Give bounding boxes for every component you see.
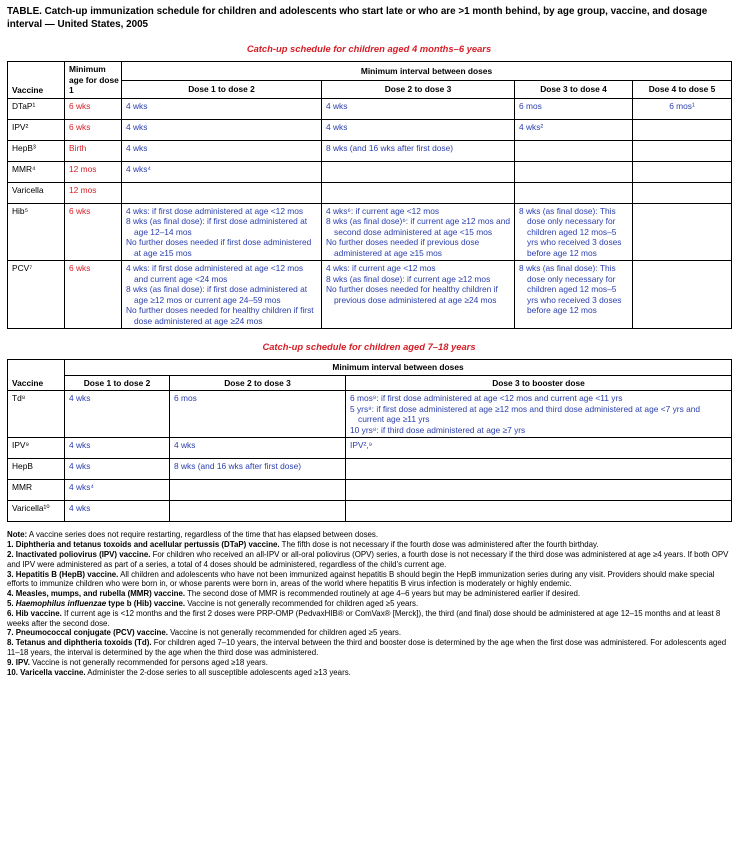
dose-interval-cell	[322, 182, 515, 203]
interval-group-header: Minimum interval between doses	[122, 62, 732, 80]
dose-text: 6 mos	[519, 100, 542, 111]
vaccine-cell: HepB	[8, 459, 65, 480]
dose3-to-booster-header: Dose 3 to booster dose	[346, 375, 732, 391]
note-text: A vaccine series does not require restarting, regardless of the time that has elapsed between doses.	[27, 530, 379, 540]
dose-interval-cell	[515, 182, 633, 203]
dose-interval-cell	[346, 480, 732, 501]
footnote-text: Vaccine is not generally recommended for persons aged ≥18 years.	[29, 657, 268, 667]
footnote-lead: 1. Diphtheria and tetanus toxoids and acellular pertussis (DTaP) vaccine.	[7, 540, 280, 550]
dose-interval-cell	[122, 261, 322, 329]
dose-text: No further doses needed for healthy children if previous dose administered at age ≥24 mos	[326, 284, 498, 305]
dose-text: 4 wks²	[519, 121, 544, 132]
footnote-text: All children and adolescents who have not been immunized against hepatitis B should begin the HepB immunization series during any visit. Providers should make special efforts to immunize children who were born in, or whose parents were born in, areas of the world where hepatitis B virus infection is moderately or highly endemic.	[7, 569, 715, 589]
dose-text: 4 wks	[174, 440, 196, 451]
footnote-3	[7, 570, 731, 590]
dose-text: IPV²,⁹	[350, 440, 373, 451]
footnote-lead: 9. IPV.	[7, 657, 30, 667]
dose-text: 6 mos	[174, 393, 197, 404]
note-label: Note:	[7, 530, 28, 540]
dose-text: 8 wks (as final dose): This dose only necessary for children aged 12 mos–5 yrs who received 3 doses before age 12 mos	[519, 263, 622, 316]
dose2-to-3-header: Dose 2 to dose 3	[170, 375, 346, 391]
table-row-ipv	[8, 119, 732, 140]
dose-text: 4 wks	[126, 142, 148, 153]
table-row-varicella	[8, 501, 732, 522]
dose-interval-cell	[65, 438, 170, 459]
dose-interval-cell	[633, 182, 732, 203]
dose-text: 4 wks	[326, 121, 348, 132]
vaccine-cell: MMR⁴	[8, 161, 65, 182]
dose-text: 4 wks	[69, 461, 91, 472]
dose-text: 8 wks (as final dose)⁶: if current age ≥12 mos and second dose administered at age <15 mos	[326, 216, 511, 237]
table-row-mmr	[8, 480, 732, 501]
dose-text: 6 mos⁸: if first dose administered at age <12 mos and current age <11 yrs	[350, 393, 623, 404]
dose-text: 8 wks (as final dose): This dose only necessary for children aged 12 mos–5 yrs who received 3 doses before age 12 mos	[519, 205, 622, 258]
dose-text: 4 wks	[326, 100, 348, 111]
header-row-top	[8, 360, 732, 376]
dose-interval-cell	[515, 161, 633, 182]
dose-interval-cell	[346, 501, 732, 522]
dose-interval-cell	[322, 161, 515, 182]
footnotes	[7, 530, 731, 677]
dose-text: 4 wks	[126, 100, 148, 111]
dose3-to-4-header: Dose 3 to dose 4	[515, 80, 633, 98]
vaccine-cell: IPV⁹	[8, 438, 65, 459]
dose-interval-cell	[633, 98, 732, 119]
vaccine-cell: IPV²	[8, 119, 65, 140]
table-title: TABLE. Catch-up immunization schedule for children and adolescents who start late or who are >1 month behind, by age group, vaccine, and dosage interval — United States, 2005	[7, 6, 708, 30]
dose-text: 4 wks⁴	[126, 163, 152, 174]
footnote-4	[7, 589, 731, 599]
table-row-hepb	[8, 459, 732, 480]
dose-interval-cell	[346, 391, 732, 438]
dose-text: 4 wks: if current age <12 mos	[326, 263, 436, 274]
min-age-cell: Birth	[65, 140, 122, 161]
vaccine-cell: Hib⁵	[8, 203, 65, 261]
catchup-table-7-18yrs	[7, 359, 732, 522]
footnote-7	[7, 628, 731, 638]
catchup-table-4mos-6yrs	[7, 61, 732, 329]
dose-interval-cell	[322, 203, 515, 261]
footnote-lead: 7. Pneumococcal conjugate (PCV) vaccine.	[7, 628, 168, 638]
dose-text: 10 yrs⁸: if third dose administered at age ≥7 yrs	[350, 424, 526, 435]
table-row-hib	[8, 203, 732, 261]
footnote-6	[7, 609, 731, 629]
dose-text: No further doses needed if first dose administered at age ≥15 mos	[126, 237, 312, 258]
vaccine-column-header: Vaccine	[8, 62, 65, 99]
dose-interval-cell	[65, 391, 170, 438]
min-age-cell: 6 wks	[65, 98, 122, 119]
table-row-mmr	[8, 161, 732, 182]
dose-interval-cell	[515, 98, 633, 119]
dose-interval-cell	[122, 203, 322, 261]
min-age-cell: 6 wks	[65, 119, 122, 140]
footnote-text: The second dose of MMR is recommended routinely at age 4–6 years but may be administered earlier if desired.	[185, 589, 581, 599]
table-row-dtap	[8, 98, 732, 119]
header-row-doses	[8, 375, 732, 391]
footnote-text: Vaccine is not generally recommended for children aged ≥5 years.	[185, 598, 419, 608]
dose-text: 6 mos¹	[669, 100, 695, 111]
section2-heading: Catch-up schedule for children aged 7–18 years	[262, 341, 476, 353]
dose-text: 4 wks	[69, 440, 91, 451]
dose-interval-cell	[346, 459, 732, 480]
dose-interval-cell	[633, 119, 732, 140]
dose-interval-cell	[170, 459, 346, 480]
section1-heading: Catch-up schedule for children aged 4 months–6 years	[246, 43, 492, 55]
vaccine-cell: DTaP¹	[8, 98, 65, 119]
footnote-2	[7, 550, 731, 570]
dose-interval-cell	[515, 140, 633, 161]
table-row-hepb	[8, 140, 732, 161]
dose-interval-cell	[322, 261, 515, 329]
footnote-text: For children aged 7–10 years, the interval between the third and booster dose is determined by the age when the first dose was administered. For adolescents aged 11–18 years, the interval is determined by the age when the third dose was administered.	[7, 638, 727, 657]
dose-interval-cell	[515, 261, 633, 329]
footnote-lead: 4. Measles, mumps, and rubella (MMR) vaccine.	[7, 589, 186, 599]
dose-text: 8 wks (as final dose): if current age ≥12 mos	[326, 273, 491, 284]
dose-text: 4 wks	[69, 393, 91, 404]
dose-interval-cell	[122, 182, 322, 203]
dose-text: 4 wks⁴	[69, 482, 95, 493]
dose-text: No further doses needed if previous dose administered at age ≥15 mos	[326, 237, 480, 258]
dose-interval-cell	[122, 98, 322, 119]
dose-interval-cell	[322, 98, 515, 119]
footnote-lead2: type b (Hib) vaccine.	[106, 598, 186, 608]
vaccine-cell: Varicella	[8, 182, 65, 203]
min-age-cell: 6 wks	[65, 203, 122, 261]
dose-text: 8 wks (as final dose): if first dose administered at age 12–14 mos	[126, 216, 308, 237]
vaccine-column-header: Vaccine	[8, 360, 65, 391]
footnote-text: If current age is <12 months and the first 2 doses were PRP-OMP (PedvaxHIB® or ComVax® [Merck]), the third (and final) dose should be administered at age 12–15 months and at least 8 weeks after the second dose.	[7, 608, 721, 628]
dose-interval-cell	[65, 480, 170, 501]
dose-interval-cell	[346, 438, 732, 459]
min-age-cell: 6 wks	[65, 261, 122, 329]
footnote-8	[7, 638, 731, 658]
dose-interval-cell	[170, 480, 346, 501]
min-age-cell: 12 mos	[65, 161, 122, 182]
dose-interval-cell	[633, 261, 732, 329]
footnote-lead: 2. Inactivated poliovirus (IPV) vaccine.	[7, 549, 151, 559]
footnote-text: The fifth dose is not necessary if the fourth dose was administered after the fourth birthday.	[279, 540, 599, 550]
dose-interval-cell	[322, 140, 515, 161]
dose-interval-cell	[122, 119, 322, 140]
dose-interval-cell	[170, 438, 346, 459]
dose-interval-cell	[170, 391, 346, 438]
vaccine-cell: PCV⁷	[8, 261, 65, 329]
table-row-varicella	[8, 182, 732, 203]
dose-interval-cell	[633, 140, 732, 161]
dose1-to-2-header: Dose 1 to dose 2	[65, 375, 170, 391]
dose-interval-cell	[122, 161, 322, 182]
vaccine-cell: Varicella¹⁰	[8, 501, 65, 522]
footnote-text: Administer the 2-dose series to all susceptible adolescents aged ≥13 years.	[85, 667, 351, 677]
footnote-10	[7, 668, 731, 678]
footnote-lead: 8. Tetanus and diphtheria toxoids (Td).	[7, 638, 152, 648]
footnote-9	[7, 658, 731, 668]
dose-interval-cell	[633, 203, 732, 261]
min-age-cell: 12 mos	[65, 182, 122, 203]
dose-text: 4 wks	[126, 121, 148, 132]
footnote-italic: Haemophilus influenzae	[15, 598, 107, 608]
dose2-to-3-header: Dose 2 to dose 3	[322, 80, 515, 98]
dose-text: 4 wks	[69, 503, 91, 514]
min-age-column-header: Minimum age for dose 1	[65, 62, 122, 99]
dose-interval-cell	[515, 203, 633, 261]
dose-interval-cell	[515, 119, 633, 140]
footnote-lead: 3. Hepatitis B (HepB) vaccine.	[7, 569, 119, 579]
table-row-ipv	[8, 438, 732, 459]
footnote-text: Vaccine is not generally recommended for children aged ≥5 years.	[167, 628, 402, 638]
footnote-lead: 5.	[7, 598, 16, 608]
dose-text: 4 wks: if first dose administered at age <12 mos and current age <24 mos	[126, 263, 304, 284]
dose-interval-cell	[122, 140, 322, 161]
dose-text: 8 wks (and 16 wks after first dose)	[174, 461, 302, 472]
vaccine-cell: MMR	[8, 480, 65, 501]
dose-text: 8 wks (and 16 wks after first dose)	[326, 142, 454, 153]
table-row-td	[8, 391, 732, 438]
dose-interval-cell	[633, 161, 732, 182]
vaccine-cell: HepB³	[8, 140, 65, 161]
dose4-to-5-header: Dose 4 to dose 5	[633, 80, 732, 98]
dose-interval-cell	[170, 501, 346, 522]
dose-text: 5 yrs⁸: if first dose administered at age ≥12 mos and third dose administered at age <7 yrs and current age ≥11 yrs	[350, 403, 701, 425]
dose-interval-cell	[322, 119, 515, 140]
interval-group-header: Minimum interval between doses	[65, 360, 732, 376]
dose1-to-2-header: Dose 1 to dose 2	[122, 80, 322, 98]
table-row-pcv	[8, 261, 732, 329]
footnote-5	[7, 599, 731, 609]
header-row-top	[8, 62, 732, 80]
dose-text: 8 wks (as final dose): if first dose administered at age ≥12 mos or current age 24–59 mos	[126, 284, 308, 305]
dose-interval-cell	[65, 459, 170, 480]
vaccine-cell: Td⁸	[8, 391, 65, 438]
dose-text: 4 wks⁶: if current age <12 mos	[326, 205, 440, 216]
footnote-lead: 6. Hib vaccine.	[7, 608, 62, 618]
dose-text: No further doses needed for healthy children if first dose administered at age ≥24 mos	[126, 305, 314, 326]
footnote-lead: 10. Varicella vaccine.	[7, 667, 86, 677]
note-line	[7, 530, 731, 540]
dose-interval-cell	[65, 501, 170, 522]
dose-text: 4 wks: if first dose administered at age <12 mos	[126, 205, 304, 216]
footnote-1	[7, 540, 731, 550]
footnote-text: For children who received an all-IPV or all-oral poliovirus (OPV) series, a fourth dose is not necessary if the third dose was administered at age ≥4 years. If both OPV and IPV were administered as part of a series, a total of 4 doses should be administered, regardless of the child’s current age.	[7, 549, 729, 569]
